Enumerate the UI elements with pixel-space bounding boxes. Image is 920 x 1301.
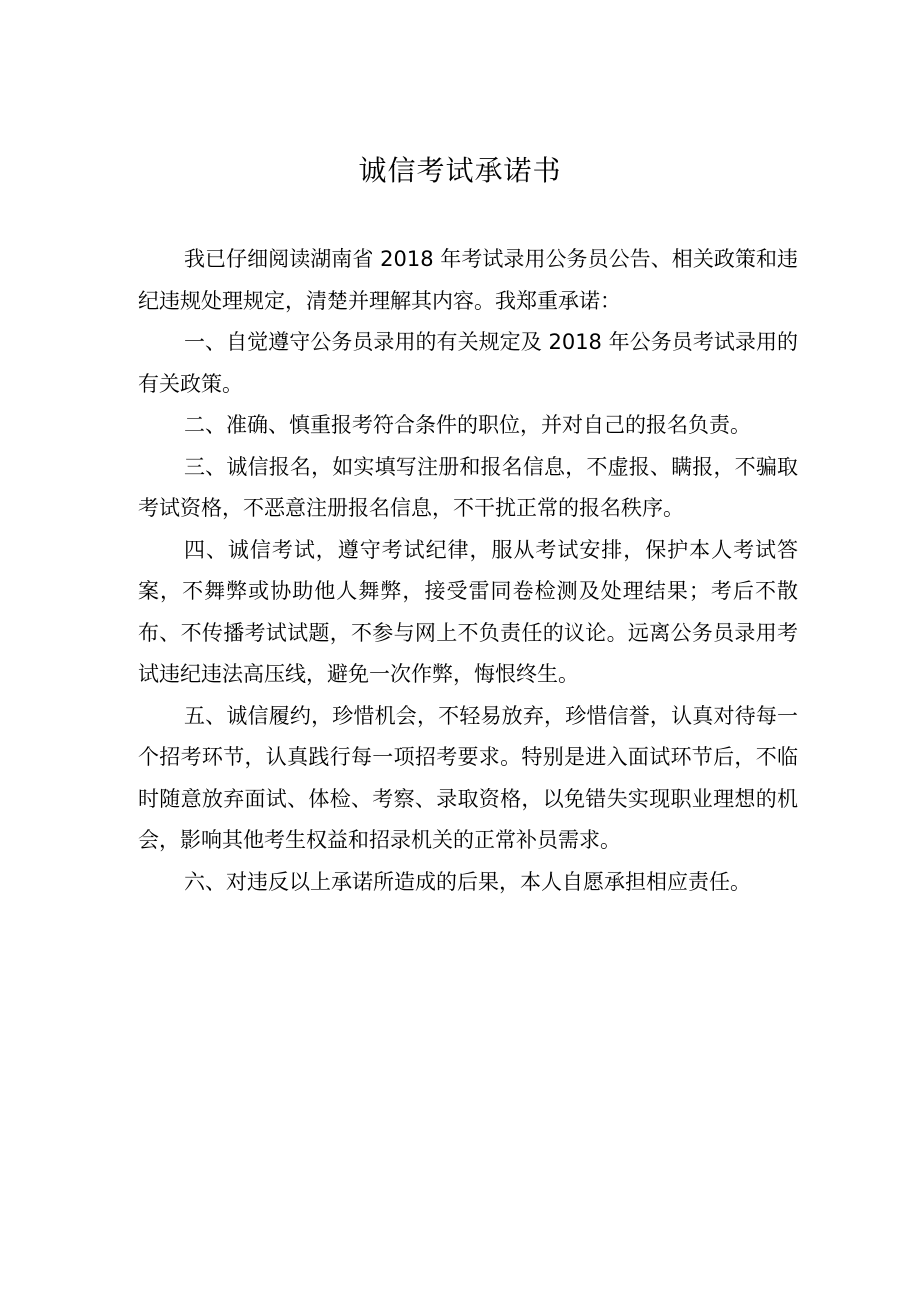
paragraph-intro: 我已仔细阅读湖南省 2018 年考试录用公务员公告、相关政策和违纪违规处理规定，清楚并理解其内容。我郑重承诺： [138, 247, 798, 313]
paragraph-commitment-4: 四、诚信考试，遵守考试纪律，服从考试安排，保护本人考试答案，不舞弊或协助他人舞弊，接受雷同卷检测及处理结果；考后不散布、不传播考试试题，不参与网上不负责任的议论。远离公务员录用考试违纪违法高压线，避免一次作弊，悔恨终生。 [138, 537, 798, 686]
document-body [138, 239, 798, 903]
paragraph-commitment-2: 二、准确、慎重报考符合条件的职位，并对自己的报名负责。 [184, 413, 751, 437]
paragraph-commitment-1: 一、自觉遵守公务员录用的有关规定及 2018 年公务员考试录用的有关政策。 [138, 330, 798, 396]
paragraph-commitment-5: 五、诚信履约，珍惜机会，不轻易放弃，珍惜信誉，认真对待每一个招考环节，认真践行每一项招考要求。特别是进入面试环节后，不临时随意放弃面试、体检、考察、录取资格，以免错失实现职业理想的机会，影响其他考生权益和招录机关的正常补员需求。 [138, 703, 798, 852]
document-title: 诚信考试承诺书 [358, 154, 562, 187]
paragraph-commitment-3: 三、诚信报名，如实填写注册和报名信息，不虚报、瞒报，不骗取考试资格，不恶意注册报名信息，不干扰正常的报名秩序。 [138, 454, 798, 520]
paragraph-commitment-6: 六、对违反以上承诺所造成的后果，本人自愿承担相应责任。 [184, 869, 751, 894]
